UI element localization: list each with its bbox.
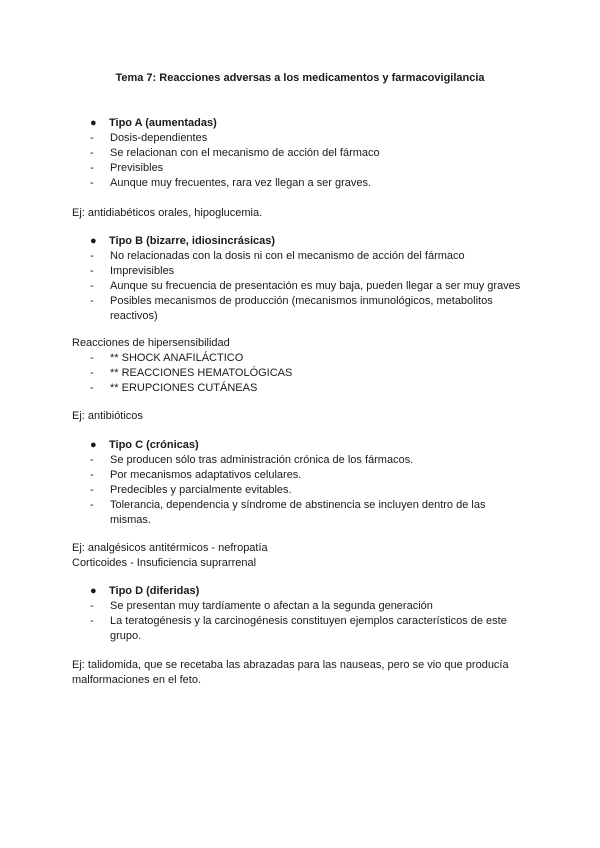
page-title: Tema 7: Reacciones adversas a los medicamentos y farmacovigilancia <box>115 72 485 84</box>
section-tipo-c <box>72 438 532 528</box>
list-item: - Previsibles <box>90 162 164 174</box>
list-item: - Tolerancia, dependencia y síndrome de abstinencia se incluyen dentro de las mismas. <box>90 499 486 526</box>
section-heading: ● Tipo C (crónicas) <box>90 439 199 451</box>
list-item: - Se presentan muy tardíamente o afectan a la segunda generación <box>90 600 433 612</box>
list-item: - Dosis-dependientes <box>90 132 208 144</box>
section-heading: ● Tipo A (aumentadas) <box>90 117 217 129</box>
bullet-icon: ● <box>90 439 97 451</box>
list-item: - Por mecanismos adaptativos celulares. <box>90 469 302 481</box>
bullet-icon: ● <box>90 585 97 597</box>
list-item: - Imprevisibles <box>90 265 175 277</box>
list-item: - No relacionadas con la dosis ni con el mecanismo de acción del fármaco <box>90 250 465 262</box>
hypersensitivity-label: Reacciones de hipersensibilidad <box>72 337 230 349</box>
list-item: - Aunque muy frecuentes, rara vez llegan a ser graves. <box>90 177 372 189</box>
list-item: - ** SHOCK ANAFILÁCTICO <box>90 352 244 364</box>
list-item: - Se relacionan con el mecanismo de acción del fármaco <box>90 147 380 159</box>
section-tipo-b <box>72 234 532 324</box>
example-text: Ej: analgésicos antitérmicos - nefropatía <box>72 542 268 554</box>
list-item: - ** REACCIONES HEMATOLÓGICAS <box>90 367 293 379</box>
section-tipo-a <box>72 116 532 191</box>
list-item: - La teratogénesis y la carcinogénesis constituyen ejemplos característicos de este grupo. <box>90 615 507 642</box>
section-tipo-d <box>72 584 532 644</box>
bullet-icon: ● <box>90 117 97 129</box>
section-heading: ● Tipo B (bizarre, idiosincrásicas) <box>90 235 276 247</box>
example-text: Ej: antidiabéticos orales, hipoglucemia. <box>72 207 263 219</box>
list-item: - Aunque su frecuencia de presentación es muy baja, pueden llegar a ser muy graves <box>90 280 521 292</box>
list-item: - Predecibles y parcialmente evitables. <box>90 484 292 496</box>
example-text: Ej: talidomida, que se recetaba las abrazadas para las nauseas, pero se vio que producía malformaciones en el feto. <box>72 659 509 686</box>
section-heading: ● Tipo D (diferidas) <box>90 585 200 597</box>
list-item: - Posibles mecanismos de producción (mecanismos inmunológicos, metabolitos reactivos) <box>90 295 493 322</box>
list-item: - ** ERUPCIONES CUTÁNEAS <box>90 382 258 394</box>
bullet-icon: ● <box>90 235 97 247</box>
list-item: - Se producen sólo tras administración crónica de los fármacos. <box>90 454 414 466</box>
example-text: Ej: antibióticos <box>72 410 143 422</box>
hypersensitivity-block <box>72 336 532 396</box>
example-text: Corticoides - Insuficiencia suprarrenal <box>72 557 257 569</box>
